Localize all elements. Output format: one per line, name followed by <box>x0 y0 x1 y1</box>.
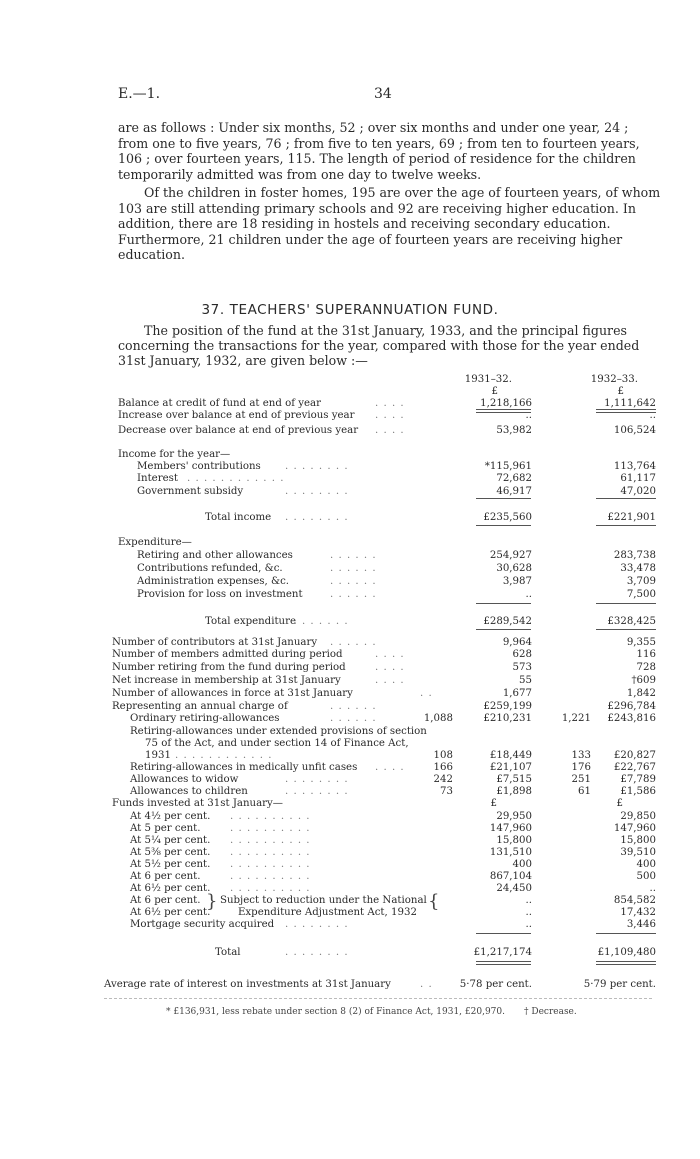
value-1931: 9,964 <box>502 637 532 648</box>
section-title: 37. TEACHERS' SUPERANNUATION FUND. <box>201 302 499 318</box>
value-1931: £1,217,174 <box>473 947 532 958</box>
value-1931: 55 <box>519 675 532 686</box>
leader-dots: . . . . . . <box>330 589 377 600</box>
table-row <box>0 674 700 687</box>
row-label: Number of contributors at 31st January <box>112 637 318 648</box>
value-1931: .. <box>525 589 532 600</box>
leader-dots: . . . . . . . . <box>285 486 349 497</box>
rule <box>596 933 656 934</box>
leader-dots: . . . . . . <box>330 637 377 648</box>
leader-dots: . . . . . . . . . . . . <box>175 750 273 761</box>
row-label: Provision for loss on investment <box>137 589 303 600</box>
text-line: Furthermore, 21 children under the age of fourteen years are receiving higher <box>118 231 623 247</box>
text-line: concerning the transactions for the year, compared with those for the year ended <box>118 338 640 354</box>
row-label: Total expenditure <box>205 616 297 627</box>
rule <box>476 525 531 526</box>
row-label: Number of allowances in force at 31st January <box>112 688 353 699</box>
value-1932: 728 <box>636 662 656 673</box>
leader-dots: . . . . <box>375 398 405 409</box>
text-line: 106 ; over fourteen years, 115. The length of period of residence for the children <box>118 151 636 167</box>
count-1932: 251 <box>571 774 591 785</box>
table-row <box>0 978 700 991</box>
leader-dots: . . . . . . <box>330 576 377 587</box>
value-1932: 1,842 <box>626 688 656 699</box>
text-line: are as follows : Under six months, 52 ; over six months and under one year, 24 ; <box>118 120 629 135</box>
count-1932: 61 <box>578 786 591 797</box>
row-label: Allowances to children <box>130 786 248 797</box>
value-1932: £7,789 <box>620 774 656 785</box>
leader-dots: . . . . . . . . <box>285 774 349 785</box>
leader-dots: . . . . <box>375 410 405 421</box>
value-1932: †609 <box>631 675 656 686</box>
column-unit: £ <box>491 386 498 397</box>
table-row-total <box>0 615 700 628</box>
value-1931: .. <box>525 919 532 930</box>
value-1931: .. <box>525 907 532 918</box>
column-year2: 1932–33. <box>590 374 638 385</box>
row-note: Subject to reduction under the National <box>220 895 427 906</box>
table-row <box>0 575 700 588</box>
leader-dots: . . . . <box>375 675 405 686</box>
value-1932: 1,111,642 <box>604 398 656 409</box>
row-label: Retiring-allowances in medically unfit cases <box>130 762 358 773</box>
row-label: At 5 per cent. <box>130 823 201 834</box>
unit-1931: £ <box>490 798 497 809</box>
unit-1932: £ <box>616 798 623 809</box>
row-label: Expenditure— <box>118 537 192 548</box>
rule <box>596 603 656 604</box>
value-1932: 854,582 <box>613 895 656 906</box>
footnote-divider <box>104 998 652 999</box>
rule <box>596 525 656 526</box>
value-1931: £1,898 <box>496 786 532 797</box>
paragraph-foster-homes <box>118 185 661 263</box>
value-1931: £7,515 <box>496 774 532 785</box>
value-1931: 147,960 <box>489 823 532 834</box>
value-1931: £210,231 <box>483 713 532 724</box>
rule <box>596 498 656 499</box>
footnote-left: * £136,931, less rebate under section 8 (2) of Finance Act, 1931, £20,970. <box>166 1007 505 1017</box>
row-label: At 6 per cent. <box>130 895 201 906</box>
count-1931: 73 <box>440 786 453 797</box>
value-1932: 400 <box>636 859 656 870</box>
row-label: Average rate of interest on investments at 31st January <box>104 979 391 990</box>
rule <box>476 933 531 934</box>
value-1932: £1,109,480 <box>597 947 656 958</box>
value-1931: 5·78 per cent. <box>459 979 532 990</box>
leader-dots: . . . . . . . . <box>285 786 349 797</box>
table-row-total <box>0 946 700 959</box>
leader-dots: . . <box>420 688 433 699</box>
text-line: addition, there are 18 residing in hostels and receiving secondary education. <box>118 216 611 232</box>
row-label: Ordinary retiring-allowances <box>130 713 280 724</box>
row-label: Retiring and other allowances <box>137 550 293 561</box>
value-1931: *115,961 <box>484 461 532 472</box>
value-1931: 3,987 <box>502 576 532 587</box>
value-1932: 33,478 <box>620 563 656 574</box>
count-1932: 176 <box>571 762 591 773</box>
table-row <box>0 472 700 485</box>
value-1931: 46,917 <box>496 486 532 497</box>
table-row <box>0 549 700 562</box>
rule <box>476 964 531 965</box>
table-row <box>0 562 700 575</box>
row-label: 1931 <box>145 750 171 761</box>
text-line: temporarily admitted was from one day to twelve weeks. <box>118 166 482 182</box>
row-label: Total <box>215 947 241 958</box>
count-1932: 1,221 <box>561 713 591 724</box>
row-label: Contributions refunded, &c. <box>137 563 283 574</box>
text-line: education. <box>118 247 185 263</box>
value-1931: 1,218,166 <box>480 398 532 409</box>
value-1932: £22,767 <box>613 762 656 773</box>
row-label: At 5½ per cent. <box>130 859 211 870</box>
count-1931: 1,088 <box>423 713 453 724</box>
rule <box>476 961 531 962</box>
value-1931: £289,542 <box>483 616 532 627</box>
value-1932: £296,784 <box>607 701 656 712</box>
leader-dots: . . . . <box>375 649 405 660</box>
footnote-right: † Decrease. <box>524 1007 577 1017</box>
rule <box>476 412 531 413</box>
leader-dots: . . . . . . . . . . <box>230 823 311 834</box>
value-1932: 500 <box>636 871 656 882</box>
value-1931: 131,510 <box>489 847 532 858</box>
section-heading <box>0 536 700 549</box>
table-row <box>0 409 700 422</box>
text-line: 31st January, 1932, are given below :— <box>118 353 368 369</box>
intro-paragraph <box>118 323 646 369</box>
count-1931: 166 <box>433 762 453 773</box>
row-label: Number retiring from the fund during period <box>112 662 346 673</box>
table-row <box>0 687 700 700</box>
value-1932: 15,800 <box>620 835 656 846</box>
row-label: Net increase in membership at 31st January <box>112 675 341 686</box>
leader-dots: . . . . . . . . . . <box>230 859 311 870</box>
value-1931: 30,628 <box>496 563 532 574</box>
rule <box>596 409 656 410</box>
value-1931: .. <box>525 895 532 906</box>
row-label: At 6½ per cent. <box>130 883 211 894</box>
leader-dots: . . . . . . . . . . <box>230 835 311 846</box>
left-brace: } <box>206 891 218 912</box>
value-1932: 47,020 <box>620 486 656 497</box>
count-1931: 242 <box>433 774 453 785</box>
text-line: Of the children in foster homes, 195 are over the age of fourteen years, of whom <box>144 185 661 200</box>
value-1931: 400 <box>512 859 532 870</box>
leader-dots: . . . . . . . . . . . . <box>187 473 285 484</box>
value-1931: £235,560 <box>483 512 532 523</box>
row-label: Increase over balance at end of previous year <box>118 410 355 421</box>
row-note: Expenditure Adjustment Act, 1932 <box>238 907 417 918</box>
text-line: 103 are still attending primary schools and 92 are receiving higher education. In <box>118 200 636 216</box>
value-1932: 3,446 <box>626 919 656 930</box>
value-1931: 628 <box>512 649 532 660</box>
leader-dots: . . . . . . <box>330 550 377 561</box>
row-label: 75 of the Act, and under section 14 of Finance Act, <box>145 738 409 749</box>
value-1931: £18,449 <box>489 750 532 761</box>
value-1932: 283,738 <box>613 550 656 561</box>
leader-dots: . . . . . . . . <box>285 616 349 627</box>
leader-dots: . . . . <box>375 662 405 673</box>
value-1931: 867,104 <box>489 871 532 882</box>
section-heading <box>0 797 700 810</box>
value-1931: .. <box>525 410 532 421</box>
value-1932: .. <box>649 883 656 894</box>
page-header-ref: E.—1. <box>118 86 161 102</box>
row-label: At 6½ per cent. <box>130 907 211 918</box>
value-1931: 72,682 <box>496 473 532 484</box>
leader-dots: . . . . . . <box>330 563 377 574</box>
value-1932: 39,510 <box>620 847 656 858</box>
value-1932: 61,117 <box>620 473 656 484</box>
value-1931: 254,927 <box>489 550 532 561</box>
leader-dots: . . . . . . . . <box>285 512 349 523</box>
count-1931: 108 <box>433 750 453 761</box>
value-1932: £221,901 <box>607 512 656 523</box>
table-row <box>0 424 700 437</box>
row-label: Decrease over balance at end of previous year <box>118 425 359 436</box>
value-1932: 5·79 per cent. <box>583 979 656 990</box>
row-label: Funds invested at 31st January— <box>112 798 283 809</box>
rule <box>596 412 656 413</box>
rule <box>476 603 531 604</box>
row-label: Members' contributions <box>137 461 261 472</box>
value-1932: £243,816 <box>607 713 656 724</box>
table-row <box>0 712 700 725</box>
value-1931: 15,800 <box>496 835 532 846</box>
row-label: Representing an annual charge of <box>112 701 288 712</box>
leader-dots: . . <box>420 979 433 990</box>
value-1931: 573 <box>512 662 532 673</box>
value-1932: 116 <box>636 649 656 660</box>
page-number: 34 <box>374 86 392 102</box>
rule <box>476 409 531 410</box>
leader-dots: . . . . . . . . . . <box>230 811 311 822</box>
text-line: from one to five years, 76 ; from five to ten years, 69 ; from ten to fourteen years, <box>118 135 640 151</box>
row-label: Administration expenses, &c. <box>137 576 290 587</box>
value-1931: £259,199 <box>483 701 532 712</box>
leader-dots: . . . . . . . . . . <box>230 847 311 858</box>
leader-dots: . . . . . . <box>330 713 377 724</box>
value-1931: 1,677 <box>502 688 532 699</box>
row-label: Government subsidy <box>137 486 244 497</box>
value-1932: 17,432 <box>620 907 656 918</box>
value-1931: 24,450 <box>496 883 532 894</box>
value-1932: 7,500 <box>626 589 656 600</box>
table-row <box>0 918 700 931</box>
row-label: At 5⅜ per cent. <box>130 847 211 858</box>
count-1932: 133 <box>571 750 591 761</box>
rule <box>596 961 656 962</box>
value-1932: £20,827 <box>613 750 656 761</box>
table-row <box>0 485 700 498</box>
row-label: Interest <box>137 473 178 484</box>
value-1932: 113,764 <box>613 461 656 472</box>
rule <box>476 498 531 499</box>
value-1932: 3,709 <box>626 576 656 587</box>
row-label: Income for the year— <box>118 449 231 460</box>
leader-dots: . . . . . . . . <box>285 919 349 930</box>
leader-dots: . . . . . . . . . . <box>230 883 311 894</box>
value-1931: 29,950 <box>496 811 532 822</box>
value-1932: 9,355 <box>626 637 656 648</box>
column-unit: £ <box>617 386 624 397</box>
table-row <box>0 661 700 674</box>
paragraph-residence <box>118 120 646 182</box>
value-1932: 147,960 <box>613 823 656 834</box>
column-year1: 1931–32. <box>464 374 512 385</box>
leader-dots: . . . . . . . . . . <box>230 871 311 882</box>
row-label: At 6 per cent. <box>130 871 201 882</box>
value-1932: .. <box>649 410 656 421</box>
rule <box>596 629 656 630</box>
table-row <box>0 648 700 661</box>
rule <box>596 964 656 965</box>
row-label: At 4½ per cent. <box>130 811 211 822</box>
row-label: Retiring-allowances under extended provisions of section <box>130 726 427 737</box>
value-1932: 29,850 <box>620 811 656 822</box>
value-1931: £21,107 <box>489 762 532 773</box>
leader-dots: . . . . . . <box>330 701 377 712</box>
value-1932: 106,524 <box>613 425 656 436</box>
row-label: Number of members admitted during period <box>112 649 343 660</box>
row-label: Total income <box>205 512 272 523</box>
row-label: At 5¼ per cent. <box>130 835 211 846</box>
text-line: The position of the fund at the 31st January, 1933, and the principal figures <box>144 323 627 338</box>
leader-dots: . . . . . . . . <box>285 461 349 472</box>
rule <box>476 629 531 630</box>
row-label: Allowances to widow <box>130 774 239 785</box>
value-1931: 53,982 <box>496 425 532 436</box>
row-label: Mortgage security acquired <box>130 919 275 930</box>
right-brace: { <box>428 891 440 912</box>
row-label: Balance at credit of fund at end of year <box>118 398 321 409</box>
value-1932: £328,425 <box>607 616 656 627</box>
table-row-total <box>0 511 700 524</box>
leader-dots: . . . . <box>375 425 405 436</box>
leader-dots: . . . . . . . . <box>285 947 349 958</box>
leader-dots: . . . . <box>375 762 405 773</box>
table-row <box>0 588 700 601</box>
value-1932: £1,586 <box>620 786 656 797</box>
